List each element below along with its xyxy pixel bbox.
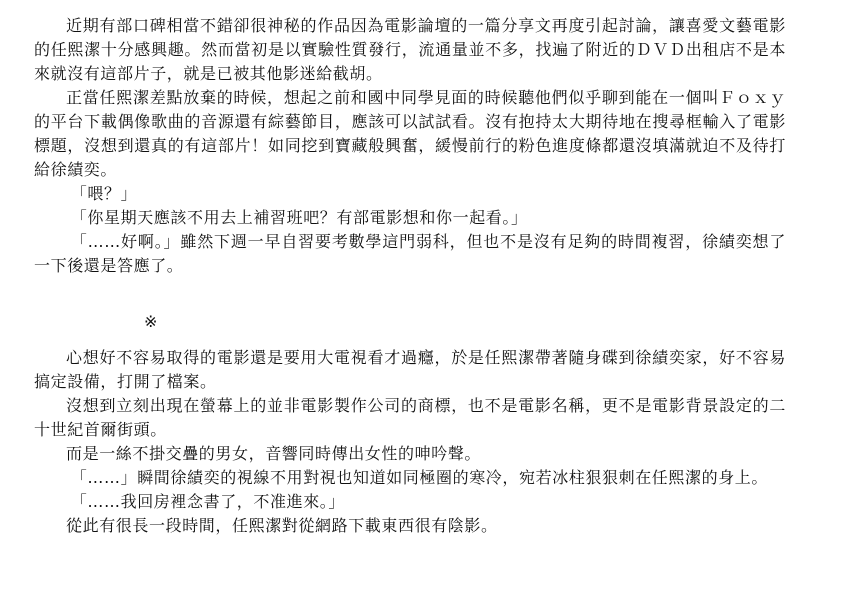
document-body bbox=[34, 14, 786, 538]
dialogue-line: 「……我回房裡念書了，不准進來。」 bbox=[70, 492, 345, 511]
paragraph: 正當任熙潔差點放棄的時候，想起之前和國中同學見面的時候聽他們似乎聊到能在一個叫Ｆｏｘｙ的平台下載偶像歌曲的音源還有綜藝節目，應該可以試試看。沒有抱持太大期待地在搜尋框輸入了電影標題，沒想到還真的有這部片！如同挖到寶藏般興奮，緩慢前行的粉色進度條都還沒填滿就迫不及待打給徐績奕。 bbox=[34, 88, 786, 179]
paragraph: 從此有很長一段時間，任熙潔對從網路下載東西很有陰影。 bbox=[66, 516, 498, 535]
dialogue-line: 「喂？」 bbox=[70, 184, 138, 203]
paragraph: 「……」瞬間徐績奕的視線不用對視也知道如同極圈的寒冷，宛若冰柱狠狠刺在任熙潔的身上。 bbox=[70, 468, 768, 487]
paragraph: 「……好啊。」雖然下週一早自習要考數學這門弱科，但也不是沒有足夠的時間複習，徐績奕想了一下後還是答應了。 bbox=[34, 232, 786, 275]
section-separator: ※ bbox=[144, 312, 159, 331]
paragraph: 心想好不容易取得的電影還是要用大電視看才過癮，於是任熙潔帶著隨身碟到徐績奕家，好不容易搞定設備，打開了檔案。 bbox=[34, 348, 786, 391]
dialogue-line: 「你星期天應該不用去上補習班吧？有部電影想和你一起看。」 bbox=[70, 208, 528, 227]
paragraph: 而是一絲不掛交疊的男女，音響同時傳出女性的呻吟聲。 bbox=[66, 444, 482, 463]
paragraph: 近期有部口碑相當不錯卻很神秘的作品因為電影論壇的一篇分享文再度引起討論，讓喜愛文藝電影的任熙潔十分感興趣。然而當初是以實驗性質發行，流通量並不多，找遍了附近的ＤＶＤ出租店不是本來就沒有這部片子，就是已被其他影迷給截胡。 bbox=[34, 16, 786, 83]
paragraph: 沒想到立刻出現在螢幕上的並非電影製作公司的商標，也不是電影名稱，更不是電影背景設定的二十世紀首爾街頭。 bbox=[34, 396, 786, 439]
